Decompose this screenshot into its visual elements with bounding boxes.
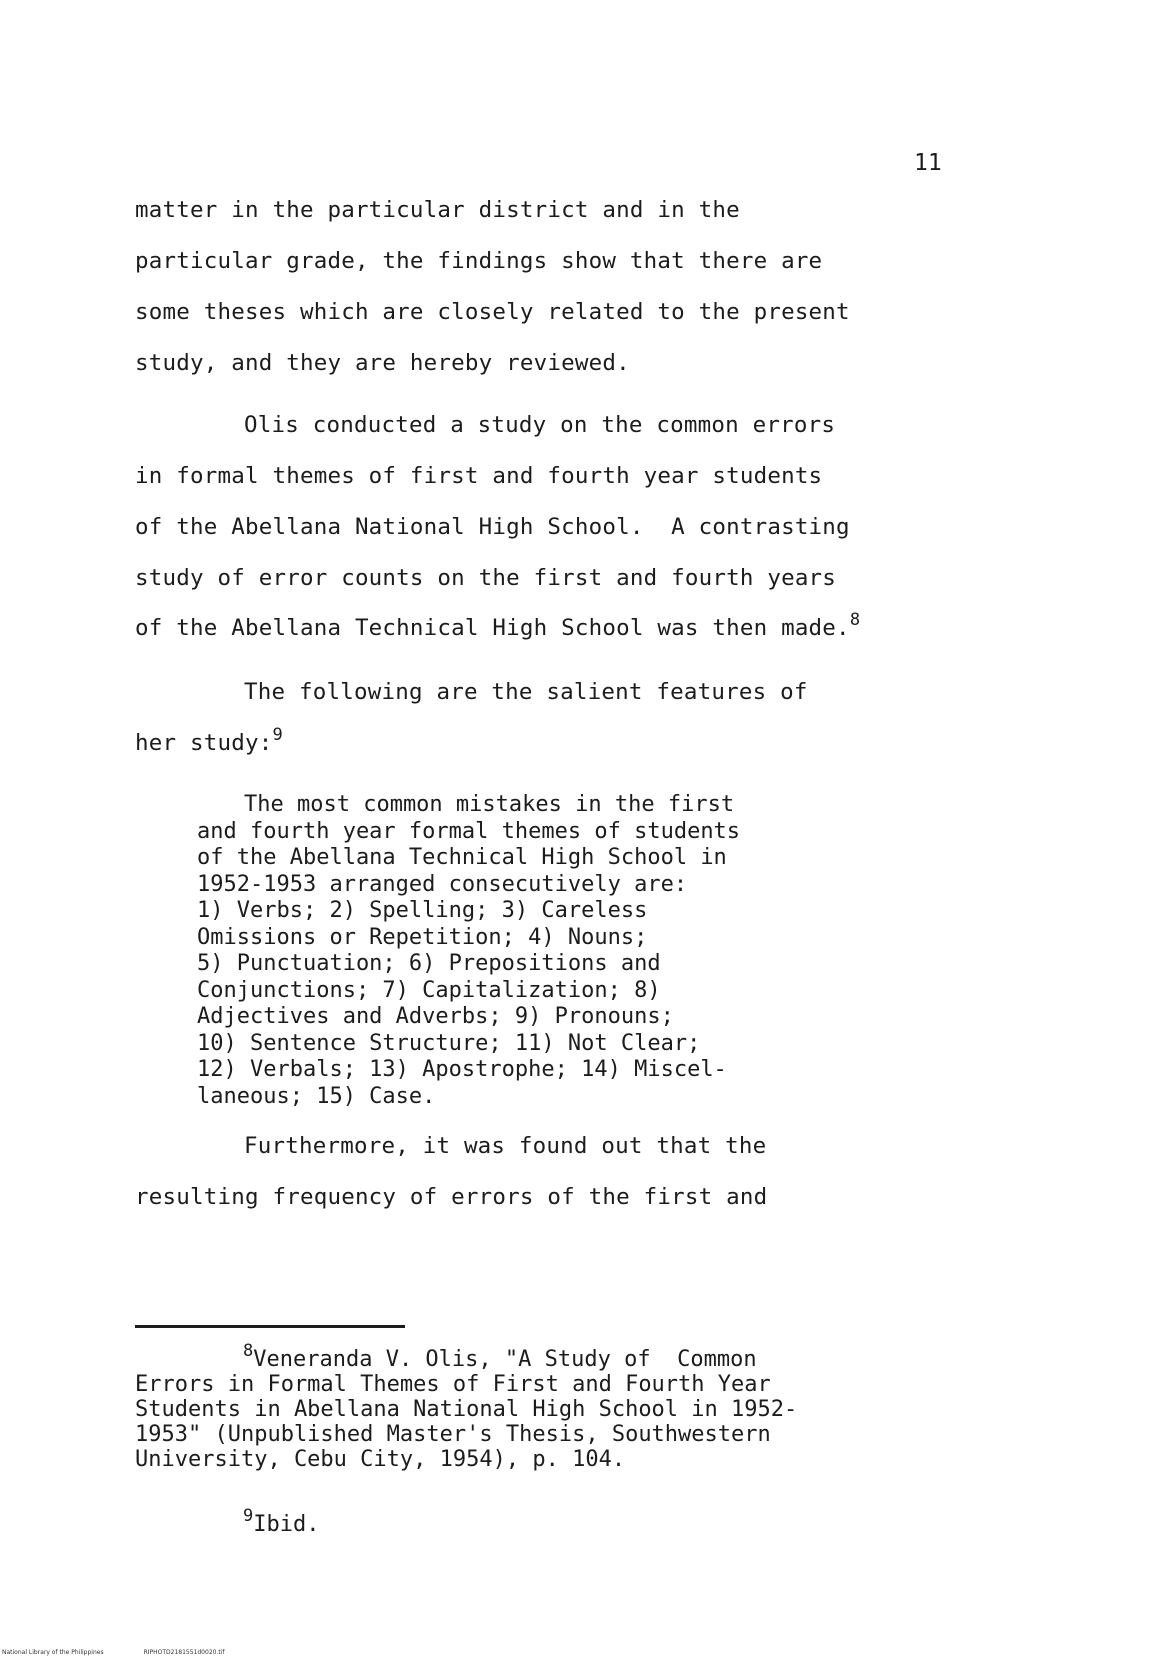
- body-line: of the Abellana National High School. A contrasting: [135, 514, 850, 540]
- quote-line: The most common mistakes in the first: [244, 792, 735, 817]
- block-quote: [197, 792, 740, 1110]
- body-line: some theses which are closely related to the present: [135, 299, 850, 325]
- footnote-8: [135, 1341, 798, 1472]
- quote-line: Adjectives and Adverbs; 9) Pronouns;: [197, 1004, 674, 1029]
- body-line: study, and they are hereby reviewed.: [135, 350, 630, 376]
- footnote-ref: 9: [272, 725, 283, 745]
- body-line-text: her study:: [135, 730, 273, 756]
- scan-footer: [2, 1649, 265, 1656]
- body-line: [135, 725, 283, 756]
- quote-line: laneous; 15) Case.: [197, 1083, 436, 1109]
- body-line: The following are the salient features of: [244, 679, 808, 705]
- footnote-ref: 8: [849, 610, 861, 630]
- body-line: Furthermore, it was found out that the: [244, 1133, 767, 1159]
- quote-line: Omissions or Repetition; 4) Nouns;: [197, 924, 648, 950]
- quote-line: 1) Verbs; 2) Spelling; 3) Careless: [197, 898, 648, 923]
- footer-filename: RIPHOTD2181551d0020.tif: [143, 1649, 225, 1656]
- footnote-line: University, Cebu City, 1954), p. 104.: [135, 1447, 626, 1472]
- body-line-text: of the Abellana Technical High School was then made.: [135, 615, 850, 641]
- footer-source: National Library of the Philippines: [2, 1649, 104, 1656]
- footnote-line: Errors in Formal Themes of First and Fourth Year: [135, 1372, 771, 1397]
- quote-line: of the Abellana Technical High School in: [197, 845, 727, 870]
- footnote-text: Veneranda V. Olis, "A Study of Common: [253, 1347, 757, 1372]
- quote-line: Conjunctions; 7) Capitalization; 8): [197, 977, 661, 1003]
- body-line: matter in the particular district and in the: [135, 197, 740, 223]
- body-line: resulting frequency of errors of the first and: [135, 1184, 768, 1210]
- quote-line: 12) Verbals; 13) Apostrophe; 14) Miscel-: [197, 1057, 727, 1082]
- body-line: particular grade, the findings show that there are: [135, 248, 823, 274]
- page-number: 11: [914, 150, 942, 176]
- footnote-line: 1953" (Unpublished Master's Thesis, Southwestern: [135, 1422, 771, 1447]
- body-line: study of error counts on the first and fourth years: [135, 565, 837, 591]
- footnote-marker: 9: [243, 1506, 254, 1526]
- footnote-marker: 8: [243, 1341, 254, 1361]
- quote-line: 1952-1953 arranged consecutively are:: [197, 871, 688, 897]
- footnote-text: Ibid.: [253, 1512, 320, 1537]
- body-line: in formal themes of first and fourth year students: [135, 463, 823, 489]
- footnote-line: [135, 1341, 797, 1372]
- footnote-divider: [135, 1325, 405, 1328]
- quote-line: 10) Sentence Structure; 11) Not Clear;: [197, 1030, 701, 1056]
- footnote-line: Students in Abellana National High School in 1952-: [135, 1397, 798, 1422]
- quote-line: and fourth year formal themes of students: [197, 818, 741, 844]
- footnote-9: [243, 1506, 320, 1537]
- body-line: [135, 610, 861, 641]
- quote-line: 5) Punctuation; 6) Prepositions and: [197, 951, 661, 976]
- body-line: Olis conducted a study on the common errors: [244, 412, 836, 438]
